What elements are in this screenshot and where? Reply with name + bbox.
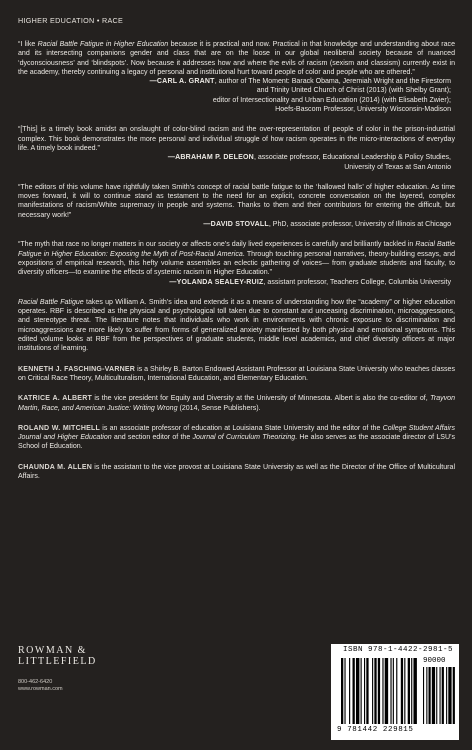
price-barcode-bar (446, 667, 447, 724)
bio-journal-title: Journal of Curriculum Theorizing (192, 434, 296, 442)
bio-text: is a Shirley B. Barton Endowed Assistant Professor at Louisiana State University who teaches classes on Critical Race Theory, Multiculturalism, International Education, and Elementary Education. (18, 365, 456, 382)
editor-name: KENNETH J. FASCHING-VARNER (18, 365, 136, 373)
cover-text-column (18, 40, 455, 481)
barcode-bar (408, 658, 410, 724)
editor-bio (18, 424, 455, 452)
endorser-name: —ABRAHAM P. DELEON (167, 154, 254, 162)
bio-text: (2014, Sense Publishers). (177, 404, 261, 412)
publisher-contact (18, 679, 63, 694)
endorser-title: University of Texas at San Antonio (344, 163, 451, 171)
barcode-bar (393, 658, 394, 724)
quote-text: “I like (18, 41, 38, 48)
bio-text: is the assistant to the vice provost at Louisiana State University as well as the Director of the Office of Multicultural Affairs. (18, 463, 456, 480)
barcode-bar (361, 658, 362, 724)
editor-bio (18, 394, 455, 413)
bio-journal-title: College Student Affairs Journal and Higher Education (18, 424, 455, 442)
endorser-title: , associate professor, Educational Leadership & Policy Studies, (253, 154, 451, 162)
barcode-bar (382, 658, 383, 724)
publisher-logo (18, 646, 97, 667)
quote-book-title: Racial Battle Fatigue in Higher Education: Exposing the Myth of Post-Racial America (18, 241, 455, 258)
publisher-url: www.rowman.com (18, 686, 63, 693)
barcode-bar (344, 658, 345, 724)
endorser-title: , author of The Moment: Barack Obama, Jeremiah Wright and the Firestorm (214, 78, 451, 86)
price-barcode-bar (423, 667, 424, 724)
barcode-bar (341, 658, 343, 724)
description-text: takes up William A. Smith’s idea and extends it as a means of understanding how the “academy” or higher education operates. RBF is described as the physical and psychological toll taken due to constant and unceasing discrimination, microaggressions, and stereotype threat. The literature notes that individuals who work in environments with chronic exposure to discrimination and microaggressions are more likely to suffer from forms of generalized anxiety manifested by both physical and emotional symptoms. This edited volume looks at RBF from the perspectives of graduate students, middle level academics, and chief diversity officers at major institutions of learning. (18, 298, 455, 353)
barcode-bar (372, 658, 373, 724)
divider (18, 452, 455, 463)
category-label: HIGHER EDUCATION • RACE (18, 16, 124, 25)
quote-book-title: Racial Battle Fatigue in Higher Education (37, 41, 169, 48)
endorser-title: , assistant professor, Teachers College, Columbia University (263, 278, 451, 286)
editor-name: KATRICE A. ALBERT (18, 395, 92, 403)
endorsement-quote: “[This] is a timely book amidst an onslaught of color-blind racism and the over-representation of people of color in the prison-industrial complex. This book demonstrates the more personal and individual struggle of how racism operates in the micro-interactions of everyday life. A timely book indeed.” (18, 126, 455, 152)
price-barcode-bar (442, 667, 444, 724)
endorsement-quote (18, 40, 455, 77)
publisher-name-line1: ROWMAN & (18, 645, 87, 656)
barcode-bar (390, 658, 391, 724)
editor-bio (18, 463, 455, 482)
divider (18, 114, 455, 125)
endorsement-attribution (18, 220, 451, 229)
barcode-bar (378, 658, 380, 724)
price-barcode-bar (448, 667, 451, 724)
barcode-bar (364, 658, 365, 724)
endorsement-attribution (18, 163, 451, 172)
divider (18, 229, 455, 240)
barcode-bar (356, 658, 359, 724)
endorser-title: and Trinity United Church of Christ (2013) (with Shelby Grant); (256, 87, 451, 95)
barcode-bar (366, 658, 368, 724)
isbn-barcode (331, 644, 459, 740)
barcode-bar (396, 658, 397, 724)
price-barcode-bar (436, 667, 437, 724)
bio-text: is an associate professor of education at Louisiana State University and the editor of the (100, 424, 383, 432)
quote-text: . Through touching personal narratives, theory-building essays, and expositions of empirical research, this hefty volume assembles an eclectic gathering of voices— from graduate students and faculty, to diversity officers—to examine the effects of systemic racism in Higher Education.” (18, 250, 455, 277)
divider (18, 413, 455, 424)
endorser-name: —CARL A. GRANT (149, 78, 215, 86)
quote-text: “The myth that race no longer matters in our society or affects one’s daily lived experiences is carefully and brilliantly tackled in (18, 241, 416, 249)
barcode-bar (353, 658, 355, 724)
barcode-bar (385, 658, 388, 724)
barcode-bar (374, 658, 376, 724)
price-barcode-bar (429, 667, 431, 724)
divider (18, 354, 455, 365)
barcode-bar (404, 658, 405, 724)
bio-text: and section editor of the (111, 434, 193, 442)
endorsement-quote: “The editors of this volume have rightfully taken Smith’s concept of racial battle fatigue to the ‘hallowed halls’ of higher education. As time moves forward, it will to continue stand as testament to the need for an explicit, concrete conversation on the layered, complex manifestations of racism/White supremacy in people and systems. Thanks to them and their contributors for entering the difficult, but necessary work!” (18, 183, 455, 219)
bio-book-title: Trayvon Martin, Race, and American Justice: Writing Wrong (18, 395, 455, 412)
endorser-title: editor of Intersectionality and Urban Education (2014) (with Elisabeth Zwier); (212, 96, 451, 104)
editor-bio (18, 365, 455, 384)
barcode-bar (401, 658, 403, 724)
quote-text: because it is practical and now. Practical in that knowledge and understanding about race and its intersecting companions gender and class that are on the loose in our global neoliberal society because of nuanced ‘dyconsciousness’ and ‘blindspots’. Now because it addresses how and where the evils of racism (sexism and classism) currently exist in the academy, thereby continuing a legacy of personal and institutional hurt toward people of color and people who are othered.” (18, 41, 455, 76)
barcode-bar (349, 658, 350, 724)
price-barcode-bar (440, 667, 441, 724)
endorser-name: —YOLANDA SEALEY-RUIZ (169, 278, 264, 286)
price-barcode-bar (453, 667, 455, 724)
price-barcode-bar (432, 667, 435, 724)
bio-text: is the vice president for Equity and Diversity at the University of Minnesota. Albert is also the co-editor of, (92, 395, 431, 403)
endorser-title: , PhD, associate professor, University of Illinois at Chicago (268, 221, 451, 229)
publisher-phone: 800-462-6420 (18, 679, 53, 685)
price-barcode-bar (426, 667, 427, 724)
price-code: 90000 (423, 657, 446, 665)
endorsement-attribution (18, 77, 451, 86)
isbn-number: ISBN 978-1-4422-2981-5 (343, 646, 454, 654)
editor-name: CHAUNDA M. ALLEN (18, 463, 93, 471)
divider (18, 172, 455, 183)
barcode-digits: 9 781442 229815 (337, 726, 414, 734)
endorsement-quote (18, 240, 455, 277)
book-description (18, 298, 455, 354)
divider (18, 287, 455, 298)
editor-name: ROLAND W. MITCHELL (18, 424, 101, 432)
barcode-bar (411, 658, 412, 724)
divider (18, 383, 455, 394)
book-title-inline: Racial Battle Fatigue (18, 298, 84, 306)
endorsement-attribution (18, 105, 451, 114)
endorser-name: —DAVID STOVALL (203, 221, 269, 229)
endorsement-attribution (18, 153, 451, 162)
endorsement-attribution (18, 96, 451, 105)
endorser-title: Hoefs-Bascom Professor, University Wisconsin-Madison (275, 106, 451, 114)
publisher-name-line2: LITTLEFIELD (18, 655, 97, 667)
bio-text: . He also serves as the associate director of LSU’s School of Education. (18, 434, 455, 451)
endorsement-attribution (18, 278, 451, 287)
barcode-bar (413, 658, 416, 724)
endorsement-attribution (18, 86, 451, 95)
